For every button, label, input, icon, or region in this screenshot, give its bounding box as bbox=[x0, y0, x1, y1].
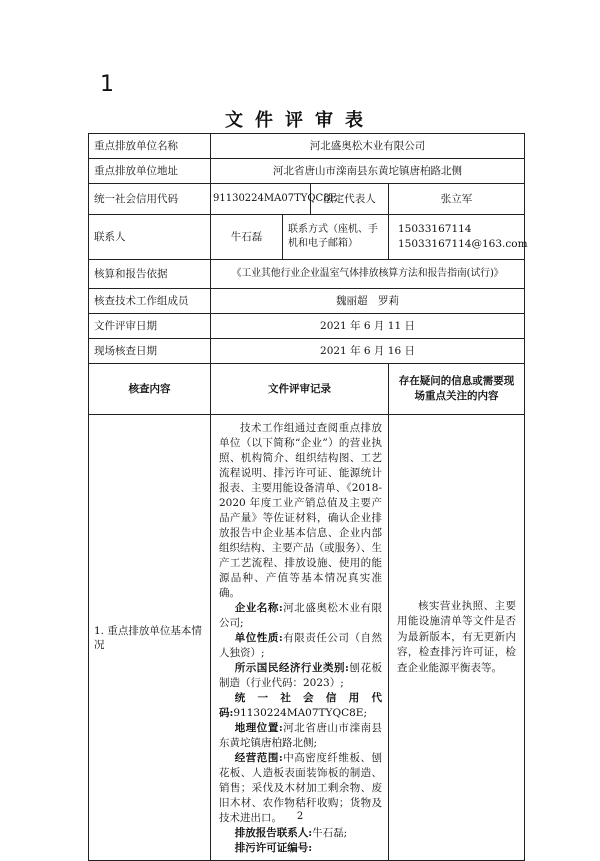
record-item-key: 单位性质: bbox=[234, 632, 283, 644]
basis-value: 《工业其他行业企业温室气体排放核算方法和报告指南(试行)》 bbox=[211, 260, 525, 289]
credit-code-value: 91130224MA07TYQC8E bbox=[211, 184, 311, 215]
section-doubt-text: 核实营业执照、主要用能设施清单等文件是否为最新版本，有无更新内容，检查排污许可证，检查企业能源平衡表等。 bbox=[397, 599, 516, 674]
legal-rep-label: 法定代表人 bbox=[311, 184, 389, 215]
contact-label: 联系人 bbox=[89, 215, 211, 260]
record-item bbox=[219, 826, 382, 841]
row-credit-code bbox=[89, 184, 525, 215]
contact-method-value bbox=[389, 215, 528, 260]
record-item-key: 经营范围: bbox=[234, 752, 283, 764]
site-date-label: 现场核查日期 bbox=[89, 339, 211, 364]
record-item-value: 91130224MA07TYQC8E; bbox=[233, 707, 367, 719]
row-review-date bbox=[89, 314, 525, 339]
review-table bbox=[88, 133, 528, 861]
section-label: 1. 重点排放单位基本情况 bbox=[89, 415, 211, 861]
unit-name-label: 重点排放单位名称 bbox=[89, 134, 211, 159]
section-intro: 技术工作组通过查阅重点排放单位（以下简称“企业”）的营业执照、机构简介、组织结构图、工艺流程说明、排污许可证、能源统计报表、主要用能设备清单、《2018-2020 年度工业产销总值及主要产品产量》等佐证材料，确认企业排放报告中企业基本信息、企业内部组织结构、主要产品（或服务）、生产工艺流程、排放设施、使用的能源品种、产值等基本情况真实准确。 bbox=[219, 422, 382, 599]
record-item-key: 地理位置: bbox=[234, 722, 283, 734]
row-section-basic-info bbox=[89, 415, 525, 861]
unit-address-value: 河北省唐山市滦南县东黄坨镇唐柏路北侧 bbox=[211, 159, 525, 184]
document-title: 文件评审表 bbox=[225, 110, 375, 131]
team-label: 核查技术工作组成员 bbox=[89, 289, 211, 314]
row-contact bbox=[89, 215, 525, 260]
unit-address-label: 重点排放单位地址 bbox=[89, 159, 211, 184]
row-unit-name bbox=[89, 134, 525, 159]
header-content: 核查内容 bbox=[89, 364, 211, 415]
record-item-value: 河北省唐山市滦南县东黄坨镇唐柏路北侧; bbox=[219, 722, 382, 749]
row-basis bbox=[89, 260, 525, 289]
record-item-key: 排放报告联系人: bbox=[234, 827, 313, 839]
team-value: 魏丽超 罗莉 bbox=[211, 289, 525, 314]
row-column-headers bbox=[89, 364, 525, 415]
corner-number: 1 bbox=[100, 72, 114, 97]
review-date-value: 2021 年 6 月 11 日 bbox=[211, 314, 525, 339]
record-item-value: 刨花板制造（行业代码：2023）; bbox=[219, 662, 382, 689]
record-item bbox=[219, 691, 382, 721]
contact-email: 15033167114@163.com bbox=[398, 238, 528, 250]
row-team bbox=[89, 289, 525, 314]
section-doubt bbox=[389, 415, 525, 861]
record-item bbox=[219, 661, 382, 691]
record-item-key: 排污许可证编号: bbox=[234, 842, 313, 854]
record-item bbox=[219, 721, 382, 751]
record-item-key: 统一社会信用代码: bbox=[219, 692, 382, 719]
credit-code-label: 统一社会信用代码 bbox=[89, 184, 211, 215]
record-item-value: 牛石磊; bbox=[312, 827, 348, 839]
legal-rep-value: 张立军 bbox=[389, 184, 525, 215]
contact-method-label: 联系方式（座机、手机和电子邮箱） bbox=[283, 215, 389, 260]
record-item bbox=[219, 631, 382, 661]
review-date-label: 文件评审日期 bbox=[89, 314, 211, 339]
section-record bbox=[211, 415, 389, 861]
record-item-key: 所示国民经济行业类别: bbox=[234, 662, 349, 674]
contact-value: 牛石磊 bbox=[211, 215, 283, 260]
header-doubt: 存在疑问的信息或需要现场重点关注的内容 bbox=[389, 364, 525, 415]
basis-label: 核算和报告依据 bbox=[89, 260, 211, 289]
unit-name-value: 河北盛奥松木业有限公司 bbox=[211, 134, 525, 159]
contact-phone: 15033167114 bbox=[398, 223, 472, 235]
record-item-key: 企业名称: bbox=[234, 602, 283, 614]
record-item-value: 中高密度纤维板、刨花板、人造板表面装饰板的制造、销售；采伐及木材加工剩余物、废旧木材、农作物秸秆收购；货物及技术进出口。 bbox=[219, 752, 382, 824]
record-item bbox=[219, 601, 382, 631]
record-item-value: 有限责任公司（自然人独资）; bbox=[219, 632, 382, 659]
record-item-value: 河北盛奥松木业有限公司; bbox=[219, 602, 382, 629]
header-record: 文件评审记录 bbox=[211, 364, 389, 415]
page-number: 2 bbox=[296, 811, 304, 822]
row-unit-address bbox=[89, 159, 525, 184]
row-site-date bbox=[89, 339, 525, 364]
site-date-value: 2021 年 6 月 16 日 bbox=[211, 339, 525, 364]
